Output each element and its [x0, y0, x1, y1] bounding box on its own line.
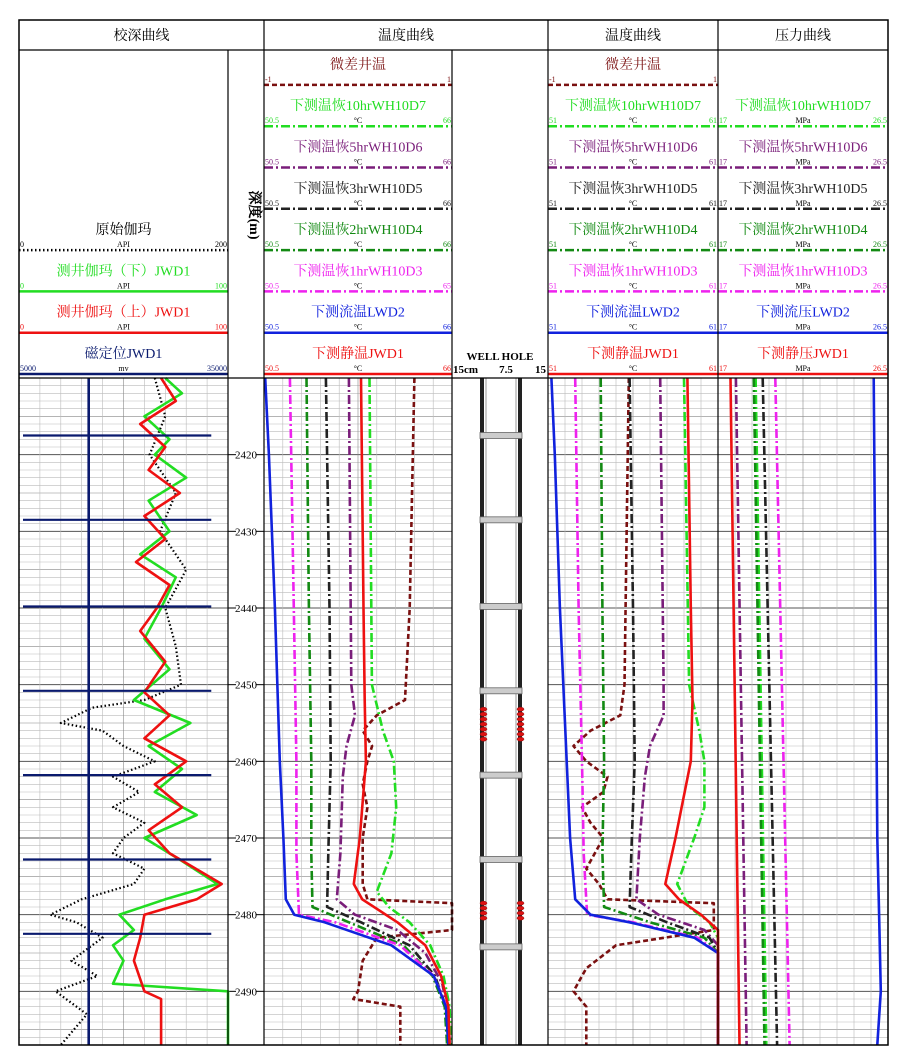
curve-name-label: 下测温恢5hrWH10D6	[293, 140, 423, 156]
scale-unit-label: MPa	[795, 322, 811, 332]
scale-unit-label: °C	[353, 198, 363, 208]
scale-unit-label: MPa	[795, 364, 811, 373]
scale-unit-label: °C	[628, 322, 638, 332]
casing-collar	[480, 688, 522, 694]
scale-unit-label: MPa	[795, 116, 811, 126]
curve-name-label: 测井伽玛（下）JWD1	[56, 264, 191, 280]
scale-max-label: 100	[215, 281, 227, 291]
scale-unit-label: MPa	[795, 198, 811, 208]
scale-max-label: 66	[443, 116, 451, 126]
depth-tick-label: 2480	[235, 909, 257, 922]
perforation-mark	[517, 901, 524, 905]
scale-min-label: 0	[20, 240, 24, 250]
scale-max-label: 200	[215, 240, 227, 250]
scale-max-label: 26.5	[873, 322, 887, 332]
scale-unit-label: API	[117, 281, 130, 291]
scale-unit-label: API	[117, 322, 130, 332]
scale-unit-label: °C	[628, 240, 638, 250]
perforation-mark	[517, 712, 524, 716]
scale-min-label: 51	[549, 281, 557, 291]
curve-name-label: 微差井温	[605, 57, 661, 73]
depth-tick-label: 2450	[235, 679, 257, 692]
curve-name-label: 下测温恢10hrWH10D7	[564, 99, 702, 115]
scale-min-label: 51	[549, 364, 557, 373]
casing-collar	[480, 944, 522, 950]
curve-t4-0	[756, 378, 767, 1045]
scale-max-label: 61	[709, 322, 717, 332]
scale-min-label: 51	[549, 116, 557, 126]
scale-min-label: 51	[549, 157, 557, 167]
perforation-mark	[480, 727, 487, 731]
curve-name-label: 测井伽玛（上）JWD1	[56, 305, 191, 321]
scale-max-label: 66	[443, 364, 451, 373]
scale-min-label: 50.5	[265, 198, 279, 208]
curve-t2-6	[265, 378, 448, 1045]
casing-collar	[480, 517, 522, 523]
scale-max-label: 66	[443, 240, 451, 250]
scale-max-label: 35000	[207, 364, 227, 373]
scale-min-label: 17	[719, 364, 727, 373]
scale-max-label: 100	[215, 322, 227, 332]
perforation-mark	[517, 906, 524, 910]
scale-unit-label: °C	[353, 364, 363, 373]
perforation-mark	[517, 911, 524, 915]
curve-t3-5	[575, 378, 718, 1045]
curve-name-label: 下测静温JWD1	[587, 347, 679, 362]
scale-max-label: 1	[713, 74, 717, 84]
scale-max-label: 66	[443, 322, 451, 332]
curve-t3-1	[677, 378, 718, 1045]
curve-name-label: 下测温恢1hrWH10D3	[568, 264, 698, 280]
curve-name-label: 下测温恢1hrWH10D3	[293, 264, 423, 280]
scale-unit-label: °C	[628, 281, 638, 291]
track-title: 压力曲线	[775, 28, 831, 44]
scale-min-label: 17	[719, 281, 727, 291]
perforation-mark	[480, 722, 487, 726]
depth-tick-label: 2470	[235, 833, 257, 845]
scale-min-label: 50.5	[265, 281, 279, 291]
casing-collar	[480, 433, 522, 439]
scale-max-label: 26.5	[873, 157, 887, 167]
perforation-mark	[517, 727, 524, 731]
scale-max-label: 61	[709, 281, 717, 291]
track-title: 校深曲线	[113, 28, 170, 44]
header-layer	[19, 27, 888, 376]
curve-name-label: 磁定位JWD1	[84, 347, 163, 362]
track-title: 温度曲线	[378, 28, 434, 44]
scale-max-label: 65	[443, 281, 451, 291]
curve-name-label: 下测温恢3hrWH10D5	[568, 181, 698, 197]
curve-name-label: 原始伽玛	[95, 223, 152, 239]
well-hole-title: WELL HOLE	[466, 351, 534, 363]
perforation-mark	[517, 707, 524, 711]
perforation-mark	[517, 722, 524, 726]
perforation-mark	[480, 717, 487, 721]
track-title: 温度曲线	[605, 28, 661, 44]
grid-layer	[19, 378, 888, 1045]
scale-unit-label: °C	[628, 364, 638, 373]
scale-unit-label: °C	[628, 157, 638, 167]
scale-min-label: 51	[549, 240, 557, 250]
scale-min-label: 17	[719, 240, 727, 250]
scale-min-label: 0	[20, 281, 24, 291]
depth-tick-label: 2420	[235, 449, 257, 462]
perforation-mark	[480, 901, 487, 905]
scale-unit-label: MPa	[795, 281, 811, 291]
perforation-mark	[517, 916, 524, 920]
depth-tick-label: 2440	[235, 603, 257, 615]
scale-min-label: 51	[549, 322, 557, 332]
perforation-mark	[480, 906, 487, 910]
scale-min-label: 50.5	[265, 364, 279, 373]
curve-name-label: 下测静压JWD1	[757, 347, 849, 362]
well-hole-scale-left: 15cm	[453, 364, 479, 376]
curve-t2-0	[353, 378, 452, 1045]
curve-t3-4	[601, 378, 718, 1045]
curve-name-label: 下测流温LWD2	[586, 305, 680, 321]
depth-tick-label: 2430	[235, 526, 257, 539]
scale-unit-label: API	[117, 240, 130, 250]
perforation-mark	[480, 916, 487, 920]
curve-name-label: 下测温恢3hrWH10D5	[738, 181, 868, 197]
scale-max-label: 26.5	[873, 364, 887, 373]
curve-name-label: 下测温恢2hrWH10D4	[568, 223, 698, 239]
perforation-mark	[480, 707, 487, 711]
scale-unit-label: °C	[353, 240, 363, 250]
scale-min-label: 50.5	[265, 157, 279, 167]
scale-min-label: 17	[719, 157, 727, 167]
scale-unit-label: °C	[628, 198, 638, 208]
curve-name-label: 下测温恢2hrWH10D4	[293, 223, 423, 239]
curve-name-label: 下测温恢3hrWH10D5	[293, 181, 423, 197]
scale-min-label: 51	[549, 198, 557, 208]
curve-t3-7	[665, 378, 718, 1045]
scale-min-label: 17	[719, 198, 727, 208]
scale-unit-label: °C	[353, 322, 363, 332]
scale-max-label: 26.5	[873, 281, 887, 291]
scale-unit-label: °C	[628, 116, 638, 126]
scale-unit-label: °C	[353, 281, 363, 291]
curve-name-label: 下测温恢5hrWH10D6	[738, 140, 868, 156]
well-hole-scale-mid: 7.5	[499, 364, 513, 376]
scale-unit-label: °C	[353, 116, 363, 126]
scale-max-label: 26.5	[873, 198, 887, 208]
scale-max-label: 61	[709, 364, 717, 373]
curve-name-label: 下测流压LWD2	[756, 305, 850, 321]
curve-name-label: 下测温恢1hrWH10D3	[738, 264, 868, 280]
casing-collar	[480, 772, 522, 778]
curve-name-label: 下测流温LWD2	[311, 305, 405, 321]
scale-min-label: -1	[265, 74, 272, 84]
curve-name-label: 微差井温	[330, 57, 386, 73]
scale-max-label: 66	[443, 157, 451, 167]
scale-unit-label: °C	[353, 157, 363, 167]
scale-max-label: 61	[709, 116, 717, 126]
curve-name-label: 下测温恢10hrWH10D7	[734, 99, 872, 115]
curve-name-label: 下测温恢10hrWH10D7	[289, 99, 427, 115]
scale-max-label: 61	[709, 157, 717, 167]
scale-unit-label: MPa	[795, 240, 811, 250]
depth-axis-label: 深度(m)	[246, 190, 261, 240]
scale-unit-label: MPa	[795, 157, 811, 167]
perforation-mark	[517, 732, 524, 736]
scale-min-label: 5000	[20, 364, 36, 373]
curve-t4-5	[874, 378, 881, 1045]
perforation-mark	[480, 732, 487, 736]
scale-max-label: 26.5	[873, 240, 887, 250]
curve-t4-3	[754, 378, 765, 1045]
curve-t1-1	[113, 378, 228, 1045]
casing-collar	[480, 856, 522, 862]
scale-min-label: -1	[549, 74, 556, 84]
depth-tick-label: 2490	[235, 986, 257, 999]
scale-min-label: 0	[20, 322, 24, 332]
scale-max-label: 26.5	[873, 116, 887, 126]
casing-collar	[480, 603, 522, 609]
perforation-mark	[480, 911, 487, 915]
scale-min-label: 17	[719, 322, 727, 332]
scale-min-label: 50.5	[265, 116, 279, 126]
curve-name-label: 下测静温JWD1	[312, 347, 404, 362]
scale-max-label: 61	[709, 240, 717, 250]
perforation-mark	[480, 712, 487, 716]
curve-t1-2	[134, 378, 222, 1045]
scale-min-label: 17	[719, 116, 727, 126]
scale-max-label: 1	[447, 74, 451, 84]
perforation-mark	[480, 737, 487, 741]
curve-name-label: 下测温恢2hrWH10D4	[738, 223, 868, 239]
curve-t4-4	[775, 378, 789, 1045]
curve-t2-2	[337, 378, 450, 1045]
depth-tick-label: 2460	[235, 756, 257, 769]
scale-max-label: 61	[709, 198, 717, 208]
scale-min-label: 50.5	[265, 240, 279, 250]
curve-name-label: 下测温恢5hrWH10D6	[568, 140, 698, 156]
scale-min-label: 50.5	[265, 322, 279, 332]
well-hole-scale-right: 15	[535, 364, 546, 376]
perforation-mark	[517, 737, 524, 741]
perforation-mark	[517, 717, 524, 721]
scale-unit-label: mv	[118, 364, 129, 373]
scale-max-label: 66	[443, 198, 451, 208]
